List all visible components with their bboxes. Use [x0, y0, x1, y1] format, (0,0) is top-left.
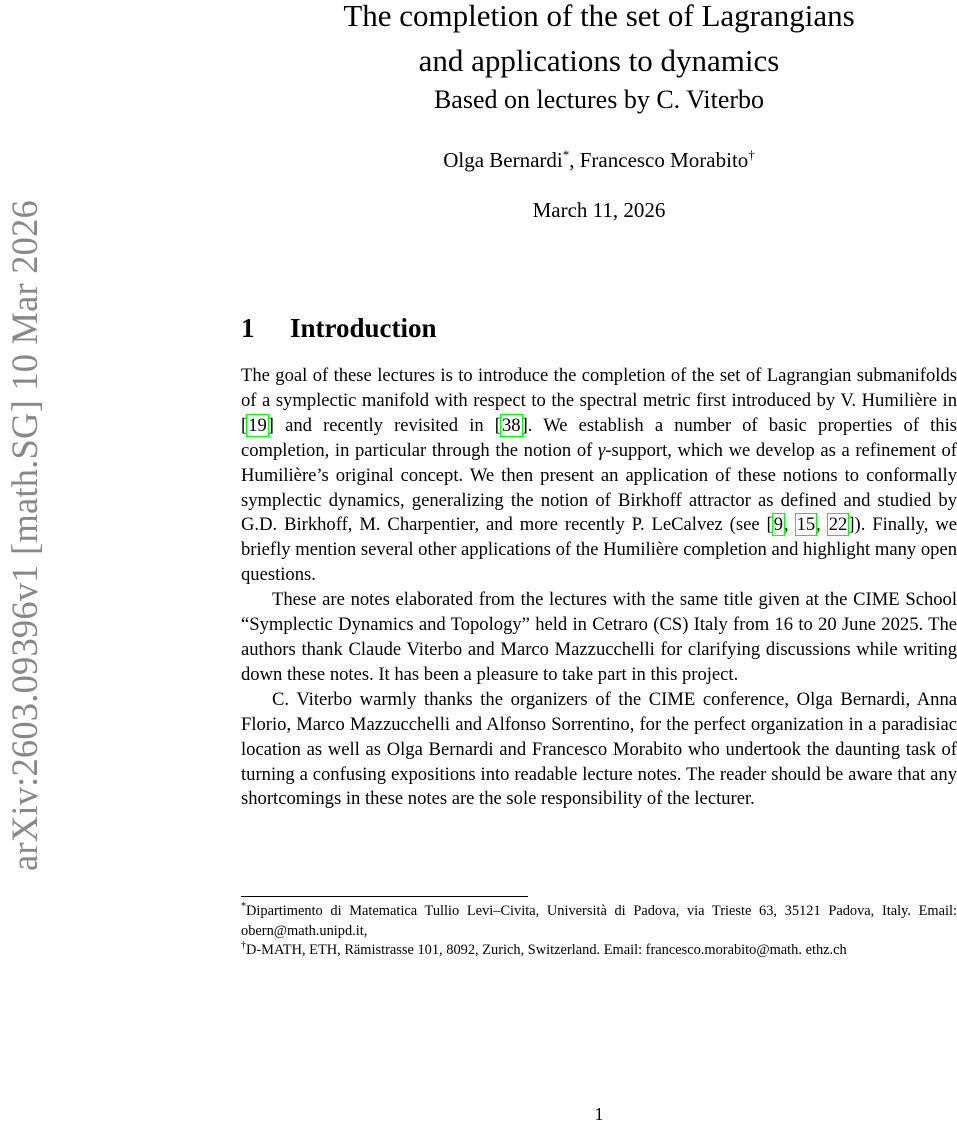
title-line-2: and applications to dynamics: [418, 43, 780, 78]
text-run: ). Finally, we briefly mention several other applications of the Humilière completion and highlight many open questions.: [241, 514, 957, 586]
citation-link[interactable]: 38: [502, 414, 521, 436]
paragraph: The goal of these lectures is to introduce the completion of the set of Lagrangian submanifolds of a symplectic manifold with respect to the spectral metric first introduced by V. Humilière in [19] and recently revisited in [38]. We establish a number of basic properties of this completion, in particular through the notion of γ-support, which we develop as a refinement of Humilière’s original concept. We then present an application of these notions to conformally symplectic dynamics, generalizing the notion of Birkhoff attractor as defined and studied by G.D. Birkhoff, M. Charpentier, and more recently P. LeCalvez (see [9, 15, 22]). Finally, we briefly mention several other applications of the Humilière completion and highlight many open questions.: [241, 365, 957, 586]
citation-link[interactable]: 19: [248, 414, 267, 436]
citation-link[interactable]: 22: [828, 514, 848, 536]
paper-subtitle: Based on lectures by C. Viterbo: [433, 85, 765, 114]
arxiv-identifier-stamp: arXiv:2603.09396v1 [math.SG] 10 Mar 2026: [4, 199, 45, 871]
citation-link[interactable]: 9: [773, 514, 784, 536]
citation-link[interactable]: 15: [796, 514, 816, 536]
text-run: -support, which we develop as a refinement of Humilière’s original concept. We then present an application of these notions to conformally symplectic dynamics, generalizing the notion of Birkhoff attractor as defined and studied by G.D. Birkhoff, M. Charpentier, and more recently P. LeCalvez (see: [241, 439, 957, 536]
footnote-text: Dipartimento di Matematica Tullio Levi–Civita, Università di Padova, via Trieste 63, 35121 Padova, Italy. Email: obern@math.unipd.it,: [241, 903, 957, 939]
paper-date: March 11, 2026: [532, 198, 666, 222]
footnote-mark: *: [241, 901, 246, 913]
body-text: [241, 364, 957, 812]
paragraph: These are notes elaborated from the lectures with the same title given at the CIME School “Symplectic Dynamics and Topology” held in Cetraro (CS) Italy from 16 to 20 June 2025. The authors thank Claude Viterbo and Marco Mazzucchelli for clarifying discussions while writing down these notes. It has been a pleasure to take part in this project.: [241, 589, 957, 685]
text-run: . We establish a number of basic properties of this completion, in particular through the notion of: [241, 414, 957, 461]
text-run: The goal of these lectures is to introduce the completion of the set of Lagrangian submanifolds of a symplectic manifold with respect to the spectral metric first introduced by V. Humilière in: [241, 365, 957, 411]
author-footnote-mark[interactable]: †: [748, 147, 755, 162]
author-name: Olga Bernardi: [443, 148, 563, 172]
math-gamma: γ: [597, 439, 606, 461]
text-run: and recently revisited in: [274, 414, 495, 436]
author-footnote-mark[interactable]: *: [562, 147, 570, 162]
paragraph: C. Viterbo warmly thanks the organizers of the CIME conference, Olga Bernardi, Anna Florio, Marco Mazzucchelli and Alfonso Sorrentino, for the perfect organization in a paradisiac location as well as Olga Bernardi and Francesco Morabito who undertook the daunting task of turning a confusing expositions into readable lecture notes. The reader should be aware that any shortcomings in these notes are the sole responsibility of the lecturer.: [241, 688, 957, 810]
author-name: Francesco Morabito: [579, 148, 749, 172]
section-heading: [241, 310, 437, 346]
section-title: Introduction: [290, 313, 437, 343]
footnote-divider: [241, 896, 528, 897]
paper-title: [241, 0, 957, 83]
footnotes: [241, 902, 957, 961]
footnote: [241, 941, 957, 961]
footnote-text: D-MATH, ETH, Rämistrasse 101, 8092, Zurich, Switzerland. Email: francesco.morabito@math. ethz.ch: [246, 942, 847, 959]
footnote: [241, 902, 957, 941]
title-line-1: The completion of the set of Lagrangians: [343, 0, 855, 33]
page-number: 1: [594, 1104, 604, 1124]
footnote-mark: †: [241, 940, 246, 952]
author-list: Olga Bernardi*, Francesco Morabito†: [443, 147, 755, 172]
section-number: 1: [241, 313, 255, 343]
